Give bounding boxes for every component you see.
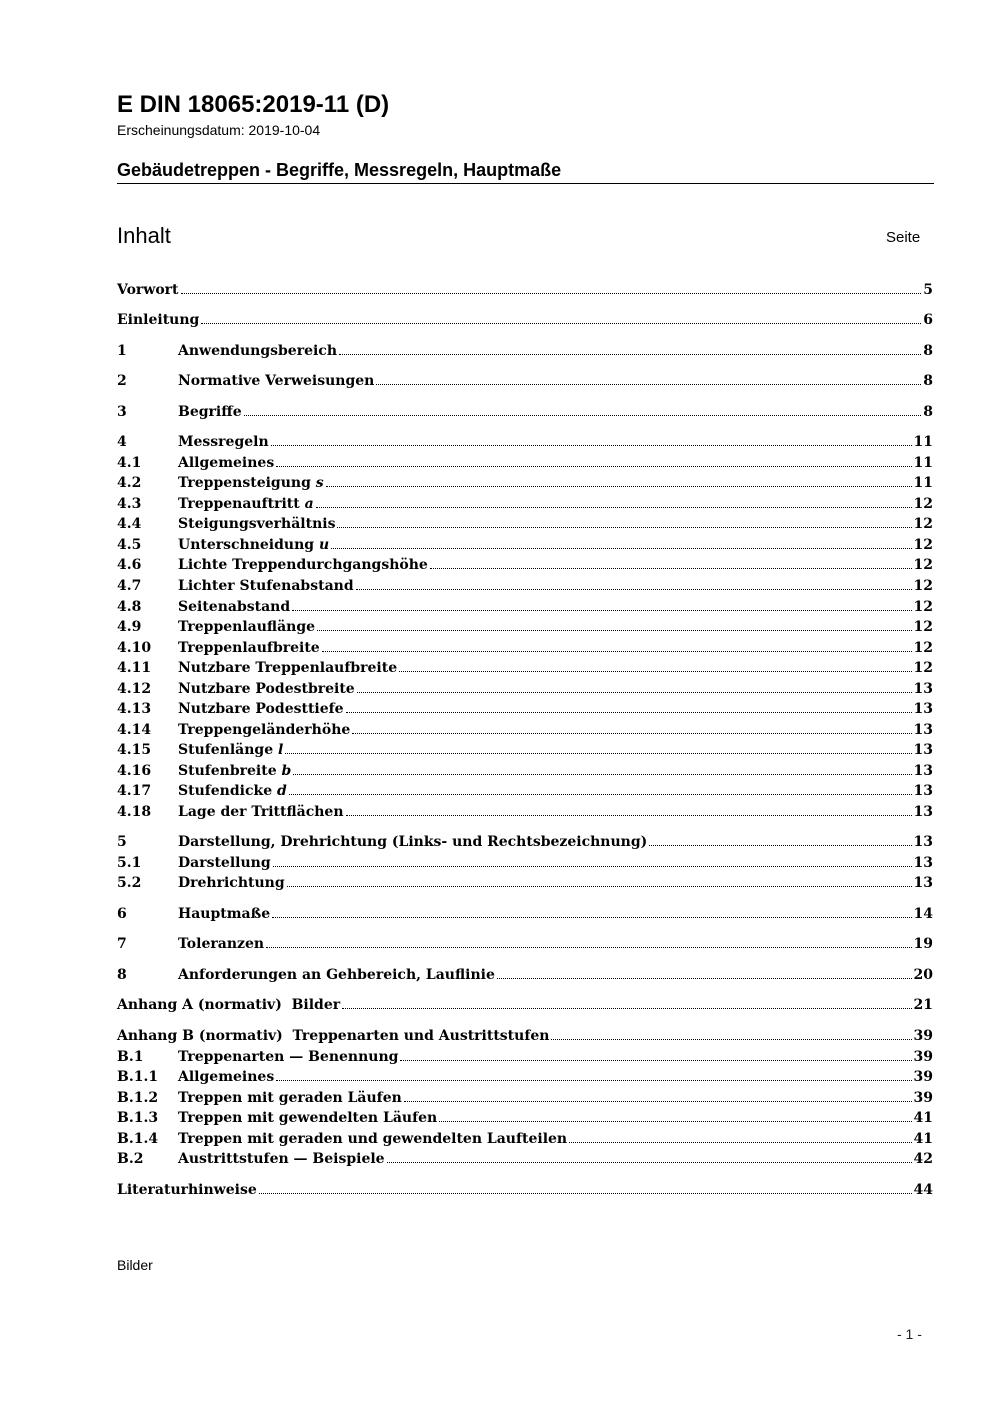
toc-entry[interactable] [117, 371, 933, 391]
toc-entry-title [178, 341, 337, 361]
toc-dot-leader [356, 589, 912, 590]
toc-entry-number: 4.10 [117, 640, 152, 656]
toc-entry-title [178, 934, 264, 954]
toc-entry-title-text: Hauptmaße [178, 906, 271, 922]
toc-entry[interactable] [117, 832, 933, 852]
toc-entry[interactable] [117, 1047, 933, 1067]
toc-entry-title [178, 494, 314, 514]
toc-entry-title [178, 740, 283, 760]
toc-entry-page: 12 [913, 557, 933, 573]
toc-entry-title [178, 432, 269, 452]
toc-entry-page: 12 [913, 496, 933, 512]
toc-entry-number: B.1.4 [117, 1131, 159, 1147]
toc-entry-title-text: Vorwort [117, 282, 179, 298]
publication-date: Erscheinungsdatum: 2019-10-04 [117, 122, 321, 138]
toc-entry-page: 13 [913, 804, 933, 820]
toc-entry[interactable] [117, 1180, 933, 1200]
toc-heading: Inhalt [117, 223, 171, 248]
toc-entry-page: 12 [913, 578, 933, 594]
toc-entry-page: 12 [913, 537, 933, 553]
toc-entry-number: 7 [117, 936, 127, 952]
toc-entry-title-text: Anwendungsbereich [178, 343, 337, 359]
toc-entry[interactable] [117, 873, 933, 893]
toc-entry[interactable] [117, 453, 933, 473]
toc-entry[interactable] [117, 781, 933, 801]
toc-entry-number: 4.18 [117, 804, 152, 820]
toc-entry-number: 5.2 [117, 875, 142, 891]
toc-entry-number: 4.4 [117, 516, 142, 532]
toc-dot-leader [430, 568, 912, 569]
toc-entry-number: 5.1 [117, 855, 142, 871]
toc-entry-title [178, 873, 285, 893]
toc-entry-title [117, 1180, 257, 1200]
toc-entry-number: 4.5 [117, 537, 142, 553]
toc-entry-number: 3 [117, 404, 127, 420]
toc-entry-title [178, 473, 324, 493]
table-of-contents [117, 0, 933, 1403]
toc-entry-page: 11 [913, 475, 933, 491]
toc-entry-title [178, 1149, 385, 1169]
toc-entry-number: 4.15 [117, 742, 152, 758]
toc-entry-title [178, 720, 350, 740]
toc-entry-page: 13 [913, 783, 933, 799]
toc-entry[interactable] [117, 310, 933, 330]
toc-entry-title [117, 280, 179, 300]
toc-entry-title-text: Seitenabstand [178, 599, 291, 615]
toc-entry-title [178, 576, 354, 596]
toc-entry-number: 4.3 [117, 496, 142, 512]
toc-entry-number: B.2 [117, 1151, 144, 1167]
toc-entry-title [178, 453, 274, 473]
toc-entry-page: 41 [913, 1110, 933, 1126]
toc-entry-number: 4.2 [117, 475, 142, 491]
toc-entry-page: 39 [913, 1049, 933, 1065]
toc-entry-title [178, 1067, 274, 1087]
toc-dot-leader [346, 815, 912, 816]
toc-entry-number: 4 [117, 434, 127, 450]
toc-entry-number: 5 [117, 834, 127, 850]
toc-entry-page: 13 [913, 855, 933, 871]
toc-entry-title [178, 1047, 398, 1067]
toc-entry-variable: a [304, 496, 314, 512]
toc-entry-title-text: Darstellung, Drehrichtung (Links- und Rechtsbezeichnung) [178, 834, 648, 850]
toc-entry-page: 21 [913, 997, 933, 1013]
toc-dot-leader [289, 794, 912, 795]
toc-entry-page: 13 [913, 701, 933, 717]
toc-entry-title-text: Literaturhinweise [117, 1182, 257, 1198]
toc-entry-page: 13 [913, 834, 933, 850]
toc-dot-leader [273, 866, 912, 867]
toc-entry-page: 11 [913, 434, 933, 450]
toc-dot-leader [400, 1060, 911, 1061]
toc-entry-title [178, 802, 344, 822]
toc-entry-number: 4.8 [117, 599, 142, 615]
toc-entry-page: 39 [913, 1028, 933, 1044]
toc-dot-leader [387, 1162, 912, 1163]
toc-entry[interactable] [117, 514, 933, 534]
toc-entry[interactable] [117, 1067, 933, 1087]
toc-entry[interactable] [117, 802, 933, 822]
toc-entry-title-text: Toleranzen [178, 936, 265, 952]
toc-entry-title-text: Einleitung [117, 312, 200, 328]
toc-entry[interactable] [117, 432, 933, 452]
toc-dot-leader [331, 548, 911, 549]
toc-entry[interactable] [117, 1108, 933, 1128]
toc-entry-variable: u [318, 537, 330, 553]
toc-entry-title-text: Steigungsverhältnis [178, 516, 336, 532]
toc-entry[interactable] [117, 617, 933, 637]
toc-entry-page: 39 [913, 1069, 933, 1085]
toc-entry-title-text: Treppenlauflänge [178, 619, 316, 635]
toc-entry-number: B.1.1 [117, 1069, 159, 1085]
toc-entry[interactable] [117, 904, 933, 924]
figures-heading: Bilder [117, 1257, 153, 1273]
toc-dot-leader [357, 692, 912, 693]
toc-entry-page: 13 [913, 742, 933, 758]
toc-entry-page: 13 [913, 875, 933, 891]
toc-entry-number: 4.1 [117, 455, 142, 471]
toc-entry-number: B.1.3 [117, 1110, 159, 1126]
toc-entry-title [178, 965, 495, 985]
toc-entry-page: 14 [913, 906, 933, 922]
toc-entry[interactable] [117, 473, 933, 493]
toc-dot-leader [272, 917, 911, 918]
toc-entry-title-text: Treppenlaufbreite [178, 640, 320, 656]
toc-dot-leader [276, 1080, 911, 1081]
toc-entry[interactable] [117, 658, 933, 678]
toc-entry[interactable] [117, 597, 933, 617]
toc-entry-page: 12 [913, 640, 933, 656]
toc-dot-leader [497, 978, 912, 979]
toc-entry-title-text: Treppen mit geraden Läufen [178, 1090, 402, 1106]
toc-entry-number: 4.11 [117, 660, 152, 676]
toc-entry-page: 39 [913, 1090, 933, 1106]
toc-dot-leader [352, 733, 911, 734]
toc-dot-leader [322, 651, 912, 652]
toc-entry-number: 4.17 [117, 783, 152, 799]
toc-entry[interactable] [117, 638, 933, 658]
toc-entry-page: 11 [913, 455, 933, 471]
toc-entry-title-text: Anhang A (normativ) Bilder [117, 997, 341, 1013]
toc-dot-leader [292, 610, 911, 611]
toc-entry-title-text: Stufenbreite [178, 763, 282, 779]
toc-entry-title [117, 310, 199, 330]
toc-entry-number: 4.13 [117, 701, 152, 717]
toc-entry-title-text: Drehrichtung [178, 875, 285, 891]
toc-entry[interactable] [117, 402, 933, 422]
toc-entry-title-text: Allgemeines [178, 1069, 275, 1085]
toc-dot-leader [404, 1101, 912, 1102]
toc-entry-title-text: Lage der Trittflächen [178, 804, 344, 820]
page-number: - 1 - [897, 1326, 922, 1342]
toc-entry[interactable] [117, 535, 933, 555]
toc-entry-title [178, 535, 329, 555]
toc-entry-page: 12 [913, 599, 933, 615]
toc-entry-title-text: Stufenlänge [178, 742, 279, 758]
toc-dot-leader [293, 774, 911, 775]
toc-entry[interactable] [117, 965, 933, 985]
toc-entry-page: 20 [913, 967, 933, 983]
toc-entry[interactable] [117, 1026, 933, 1046]
toc-dot-leader [339, 354, 921, 355]
toc-page-column-label: Seite [886, 229, 921, 246]
toc-entry-title [117, 995, 340, 1015]
document-title: Gebäudetreppen - Begriffe, Messregeln, Hauptmaße [117, 160, 562, 180]
toc-entry-page: 41 [913, 1131, 933, 1147]
toc-dot-leader [271, 445, 912, 446]
toc-entry-title [117, 1026, 549, 1046]
toc-entry-title-text: Lichte Treppendurchgangshöhe [178, 557, 428, 573]
toc-entry-number: 8 [117, 967, 127, 983]
toc-entry-title-text: Nutzbare Podesttiefe [178, 701, 344, 717]
toc-entry[interactable] [117, 555, 933, 575]
toc-entry[interactable] [117, 1088, 933, 1108]
toc-entry-page: 12 [913, 660, 933, 676]
toc-entry-title [178, 514, 335, 534]
toc-entry-title-text: Normative Verweisungen [178, 373, 375, 389]
toc-entry-title [178, 371, 374, 391]
toc-entry-number: 4.12 [117, 681, 152, 697]
toc-entry-title-text: Anhang B (normativ) Treppenarten und Austrittstufen [117, 1028, 550, 1044]
toc-entry-title [178, 402, 242, 422]
toc-entry-title-text: Treppen mit gewendelten Läufen [178, 1110, 438, 1126]
toc-entry-page: 6 [923, 312, 933, 328]
toc-entry-number: 4.14 [117, 722, 152, 738]
toc-entry-page: 12 [913, 619, 933, 635]
toc-entry-number: 4.6 [117, 557, 142, 573]
toc-entry-title-text: Lichter Stufenabstand [178, 578, 354, 594]
toc-dot-leader [276, 466, 911, 467]
toc-dot-leader [439, 1121, 911, 1122]
toc-entry-title [178, 638, 320, 658]
toc-dot-leader [285, 753, 911, 754]
toc-entry-title-text: Nutzbare Treppenlaufbreite [178, 660, 398, 676]
toc-entry-page: 42 [913, 1151, 933, 1167]
toc-entry-title-text: Messregeln [178, 434, 269, 450]
toc-entry[interactable] [117, 679, 933, 699]
toc-entry-variable: s [315, 475, 324, 491]
toc-entry-title-text: Nutzbare Podestbreite [178, 681, 355, 697]
toc-entry-variable: d [276, 783, 287, 799]
toc-entry-number: B.1.2 [117, 1090, 159, 1106]
toc-entry-page: 8 [923, 404, 933, 420]
toc-entry[interactable] [117, 934, 933, 954]
toc-entry-title [178, 658, 397, 678]
toc-entry-title [178, 597, 290, 617]
toc-entry-number: 4.16 [117, 763, 152, 779]
toc-entry[interactable] [117, 761, 933, 781]
toc-entry-title-text: Treppenauftritt [178, 496, 305, 512]
toc-entry-number: 6 [117, 906, 127, 922]
toc-entry-title [178, 1108, 437, 1128]
toc-entry-title [178, 1129, 567, 1149]
toc-entry[interactable] [117, 576, 933, 596]
toc-entry-title-text: Stufendicke [178, 783, 277, 799]
toc-entry-page: 13 [913, 681, 933, 697]
toc-dot-leader [317, 630, 911, 631]
toc-entry-title-text: Begriffe [178, 404, 242, 420]
toc-entry[interactable] [117, 995, 933, 1015]
toc-entry[interactable] [117, 720, 933, 740]
toc-entry-number: B.1 [117, 1049, 144, 1065]
toc-entry-title-text: Austrittstufen — Beispiele [178, 1151, 385, 1167]
toc-entry-title [178, 679, 355, 699]
toc-dot-leader [266, 947, 911, 948]
toc-entry-page: 12 [913, 516, 933, 532]
toc-entry-number: 1 [117, 343, 127, 359]
toc-entry-variable: l [278, 742, 284, 758]
toc-entry-title-text: Unterschneidung [178, 537, 319, 553]
document-id: E DIN 18065:2019-11 (D) [117, 91, 390, 118]
toc-entry[interactable] [117, 1149, 933, 1169]
toc-entry-title-text: Treppengeländerhöhe [178, 722, 351, 738]
toc-entry-title-text: Treppen mit geraden und gewendelten Laufteilen [178, 1131, 568, 1147]
toc-entry-page: 44 [913, 1182, 933, 1198]
toc-entry-title [178, 832, 647, 852]
toc-entry-page: 8 [923, 343, 933, 359]
toc-entry-title [178, 761, 291, 781]
toc-dot-leader [259, 1193, 912, 1194]
toc-entry[interactable] [117, 280, 933, 300]
toc-entry-number: 2 [117, 373, 127, 389]
toc-entry-title [178, 555, 428, 575]
toc-dot-leader [326, 486, 912, 487]
toc-entry-page: 19 [913, 936, 933, 952]
toc-entry[interactable] [117, 853, 933, 873]
toc-dot-leader [399, 671, 911, 672]
toc-entry-title-text: Anforderungen an Gehbereich, Lauflinie [178, 967, 495, 983]
toc-entry-title [178, 904, 270, 924]
toc-entry-variable: b [281, 763, 292, 779]
toc-entry-title-text: Treppenarten — Benennung [178, 1049, 399, 1065]
toc-dot-leader [181, 293, 922, 294]
toc-dot-leader [316, 507, 912, 508]
toc-dot-leader [342, 1008, 911, 1009]
toc-entry[interactable] [117, 494, 933, 514]
toc-entry-title [178, 699, 344, 719]
toc-dot-leader [337, 527, 911, 528]
toc-entry-title-text: Darstellung [178, 855, 271, 871]
toc-entry-title [178, 853, 271, 873]
toc-dot-leader [201, 323, 921, 324]
toc-entry-page: 13 [913, 722, 933, 738]
toc-entry[interactable] [117, 1129, 933, 1149]
toc-entry-page: 8 [923, 373, 933, 389]
toc-entry-page: 13 [913, 763, 933, 779]
toc-entry-title-text: Allgemeines [178, 455, 275, 471]
toc-entry[interactable] [117, 699, 933, 719]
toc-dot-leader [551, 1039, 911, 1040]
toc-dot-leader [569, 1142, 911, 1143]
toc-entry-title [178, 781, 287, 801]
toc-entry-page: 5 [923, 282, 933, 298]
toc-entry-title [178, 617, 315, 637]
toc-dot-leader [376, 384, 921, 385]
toc-dot-leader [287, 886, 912, 887]
toc-entry[interactable] [117, 341, 933, 361]
toc-entry-title [178, 1088, 402, 1108]
toc-dot-leader [346, 712, 912, 713]
toc-entry[interactable] [117, 740, 933, 760]
toc-entry-number: 4.7 [117, 578, 142, 594]
toc-dot-leader [244, 415, 922, 416]
toc-dot-leader [649, 845, 911, 846]
toc-entry-title-text: Treppensteigung [178, 475, 316, 491]
toc-entry-number: 4.9 [117, 619, 142, 635]
